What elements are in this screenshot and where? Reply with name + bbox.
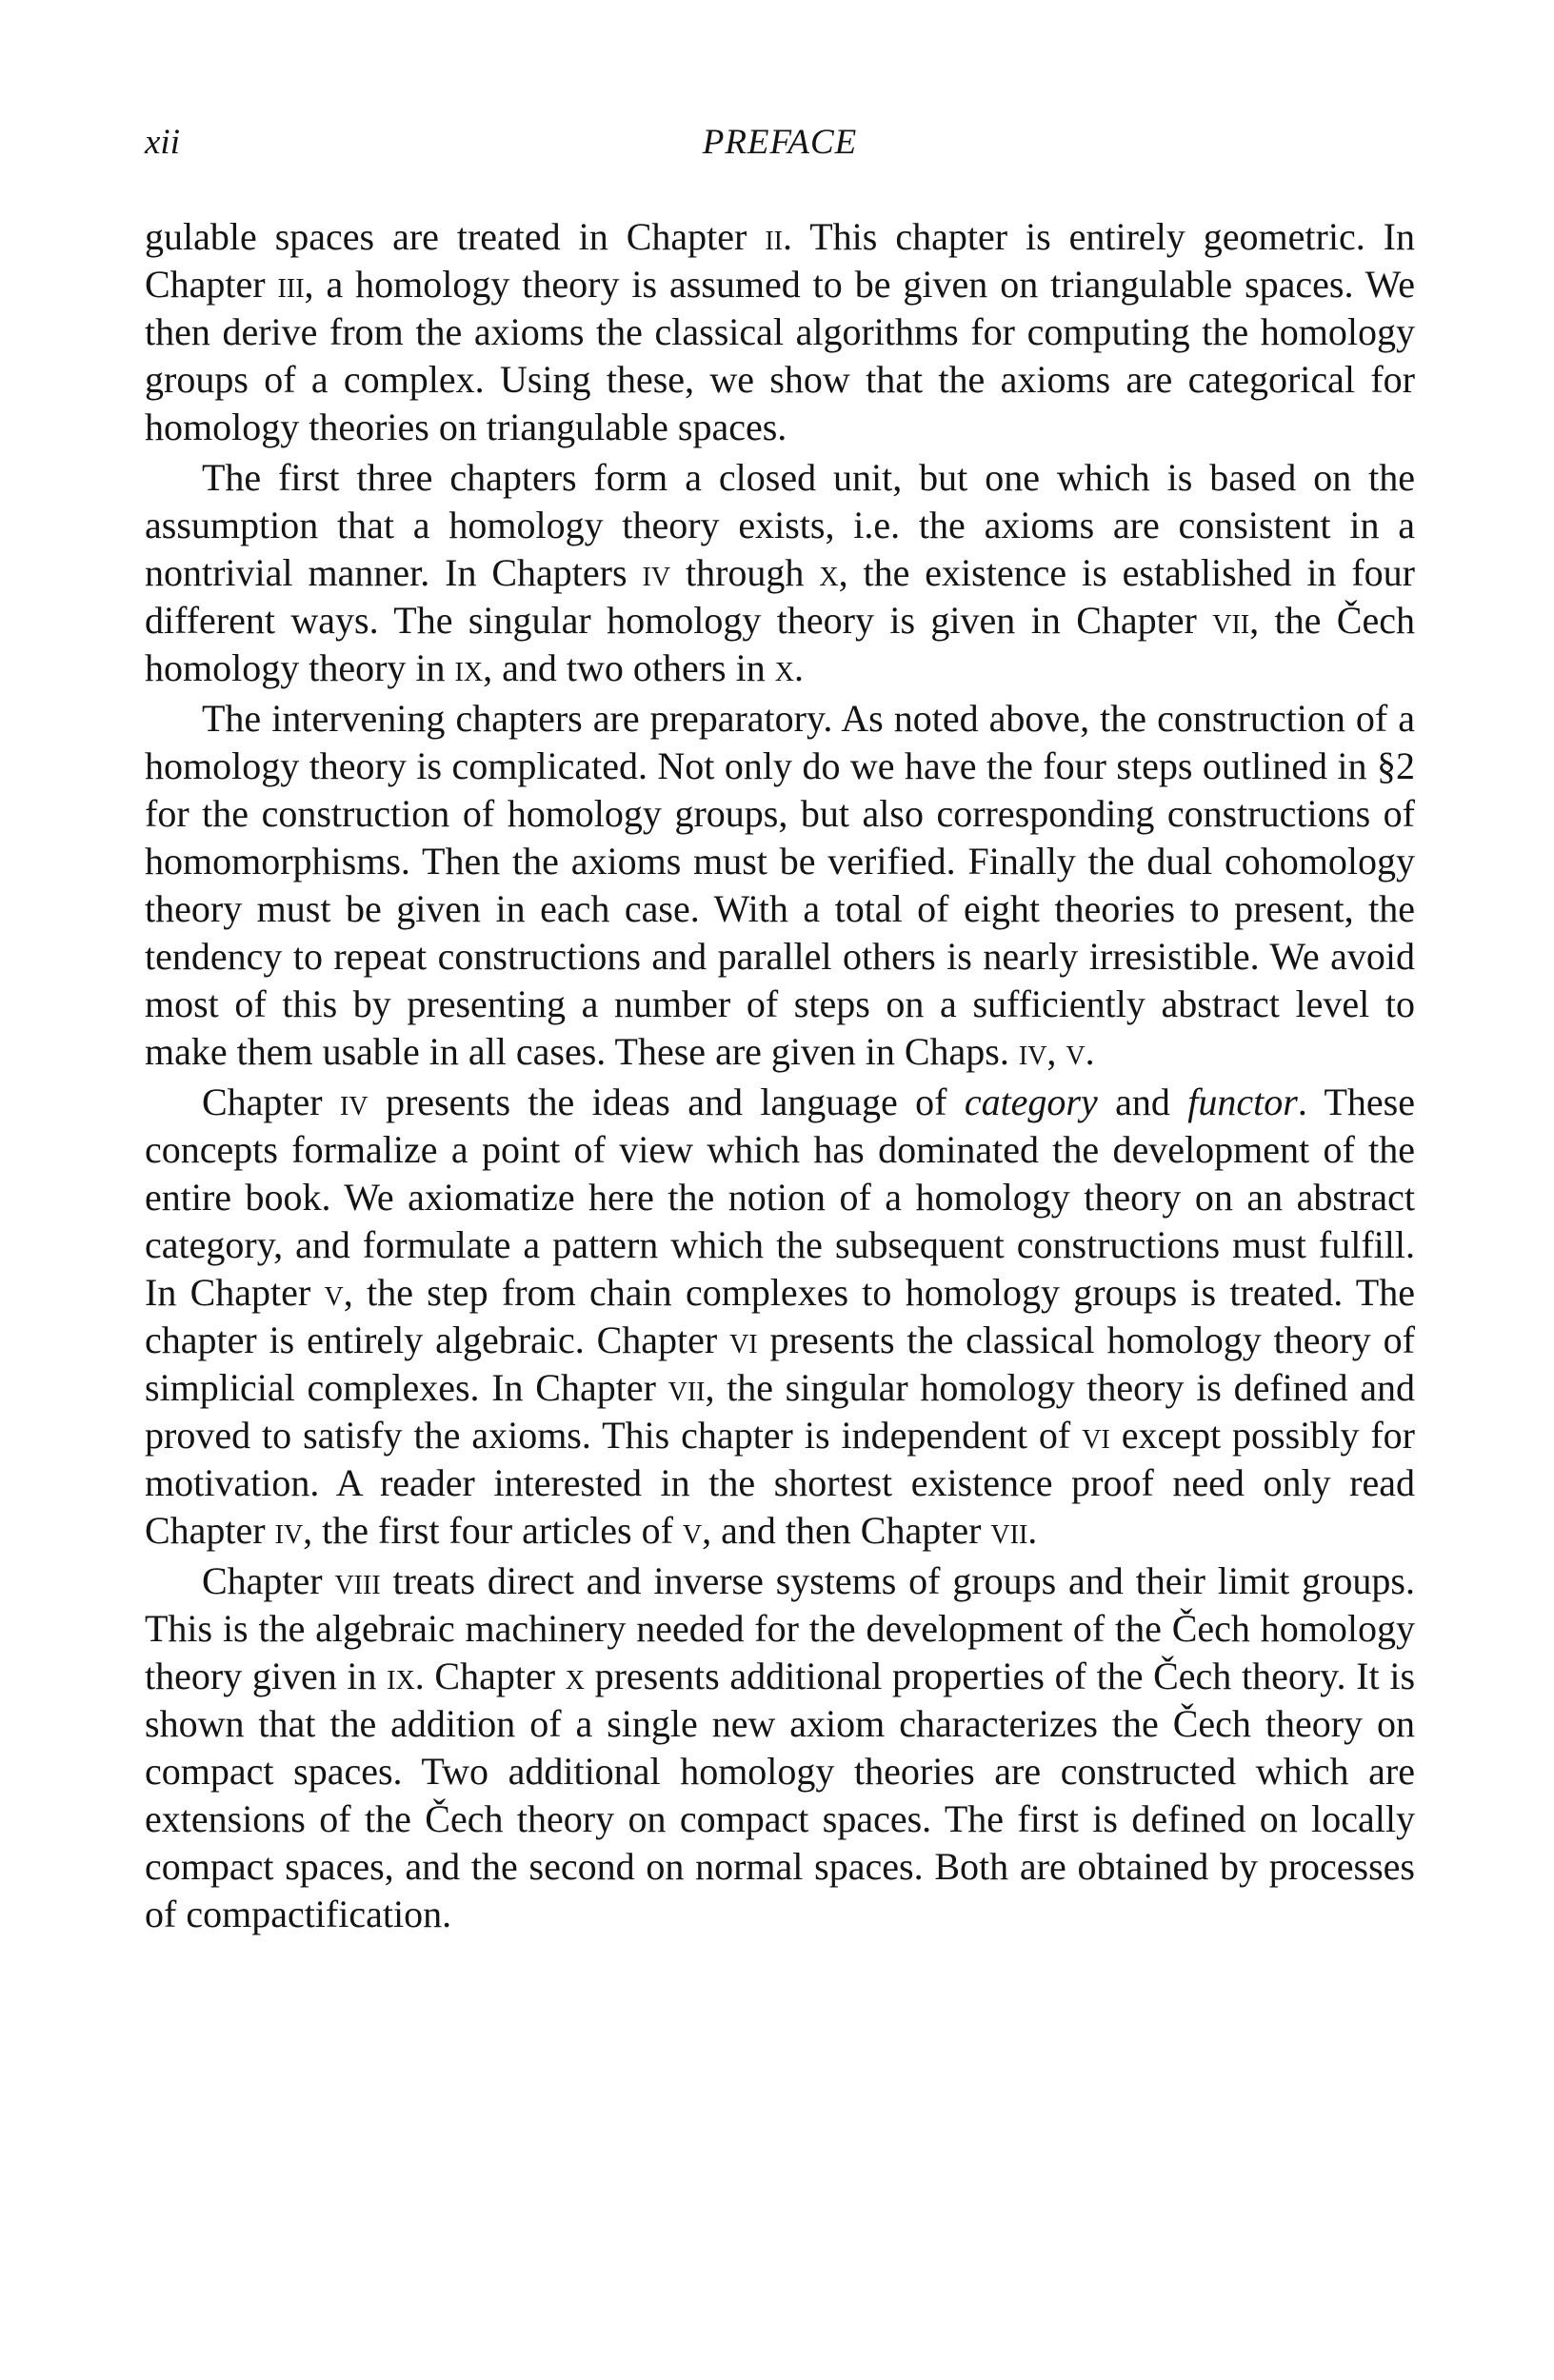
text-run: presents the ideas and language of [368,1081,965,1123]
text-run: , and then Chapter [702,1509,991,1552]
paragraph [145,695,1415,1076]
chapter-numeral: x [774,646,794,689]
text-run: , the existence is established in four different ways. The singular homology theory is given in Chapter [145,551,1415,642]
paragraph [145,454,1415,692]
text-run: , the singular homology theory is defined and proved to satisfy the axioms. This chapter is independent of [145,1366,1415,1457]
text-run: and [1097,1081,1188,1123]
chapter-numeral: v [1066,1030,1086,1073]
text-run: , a homology theory is assumed to be given on triangulable spaces. We then derive from the axioms the classical algorithms for computing the homology groups of a complex. Using these, we show that the axioms are categorical for homology theories on triangulable spaces. [145,263,1415,448]
chapter-numeral: x [819,551,839,594]
text-run: , the Čech homology theory in [145,599,1415,689]
text-run: . [1027,1509,1038,1552]
text-run: , the first four articles of [303,1509,683,1552]
text-run: through [670,551,820,594]
text-run: presents the classical homology theory of simplicial complexes. In Chapter [145,1319,1415,1409]
text-run: treats direct and inverse systems of groups and their limit groups. This is the algebraic machinery needed for the development of the Čech homology theory given in [145,1559,1415,1697]
text-run: Chapter [202,1559,335,1602]
chapter-numeral: x [565,1655,585,1697]
text-run: The first three chapters form a closed unit, but one which is based on the assumption that a homology theory exists, i.e. the axioms are consistent in a nontrivial manner. In Chapters [145,456,1415,594]
text-run: The intervening chapters are preparatory. As noted above, the construction of a homology theory is complicated. Not only do we have the four steps outlined in §2 for the construction of homology groups, but also corresponding constructions of homomorphisms. Then the axioms must be verified. Finally the dual cohomology theory must be given in each case. With a total of eight theories to present, the tendency to repeat constructions and parallel others is nearly irresistible. We avoid most of this by presenting a number of steps on a sufficiently abstract level to make them usable in all cases. These are given in Chaps. [145,697,1415,1073]
chapter-numeral: iv [274,1509,304,1552]
body-text [145,213,1415,1938]
chapter-numeral: iii [277,263,305,306]
chapter-numeral: iv [1018,1030,1047,1073]
chapter-numeral: v [324,1271,344,1314]
chapter-numeral: vii [1212,599,1250,642]
running-head [145,122,1415,179]
text-run: , the step from chain complexes to homology groups is treated. The chapter is entirely algebraic. Chapter [145,1271,1415,1361]
chapter-numeral: iv [340,1081,369,1123]
chapter-numeral: vi [1082,1414,1110,1457]
paragraph [145,1079,1415,1555]
running-title: PREFACE [702,123,858,162]
chapter-numeral: ii [765,215,783,258]
chapter-numeral: vii [667,1366,706,1409]
page-number: xii [145,123,180,162]
chapter-numeral: ix [387,1655,415,1697]
text-run: except possibly for motivation. A reader interested in the shortest existence proof need only read Chapter [145,1414,1416,1552]
chapter-numeral: vi [729,1319,758,1361]
text-run: . These concepts formalize a point of view which has dominated the development of the entire book. We axiomatize here the notion of a homology theory on an abstract category, and formulate a pattern which the subsequent constructions must fulfill. In Chapter [145,1081,1415,1314]
chapter-numeral: vii [990,1509,1028,1552]
text-run: gulable spaces are treated in Chapter [145,215,766,258]
text-run: presents additional properties of the Čech theory. It is shown that the addition of a single new axiom characterizes the Čech theory on compact spaces. Two additional homology theories are constructed which are extensions of the Čech theory on compact spaces. The first is defined on locally compact spaces, and the second on normal spaces. Both are obtained by processes of compactification. [145,1655,1416,1935]
emphasis-text: category [964,1081,1098,1123]
chapter-numeral: viii [334,1559,381,1602]
paragraph [145,213,1415,451]
text-run: Chapter [202,1081,341,1123]
text-run: . Chapter [414,1655,566,1697]
chapter-numeral: iv [642,551,671,594]
text-run: , and two others in [483,646,775,689]
paragraph [145,1557,1415,1938]
chapter-numeral: ix [454,646,484,689]
text-run: . [793,646,804,689]
chapter-numeral: v [682,1509,703,1552]
emphasis-text: functor [1187,1081,1298,1123]
text-run: . This chapter is entirely geometric. In Chapter [145,215,1415,306]
text-run: . [1085,1030,1095,1073]
text-run: , [1046,1030,1066,1073]
document-page [145,122,1415,1941]
